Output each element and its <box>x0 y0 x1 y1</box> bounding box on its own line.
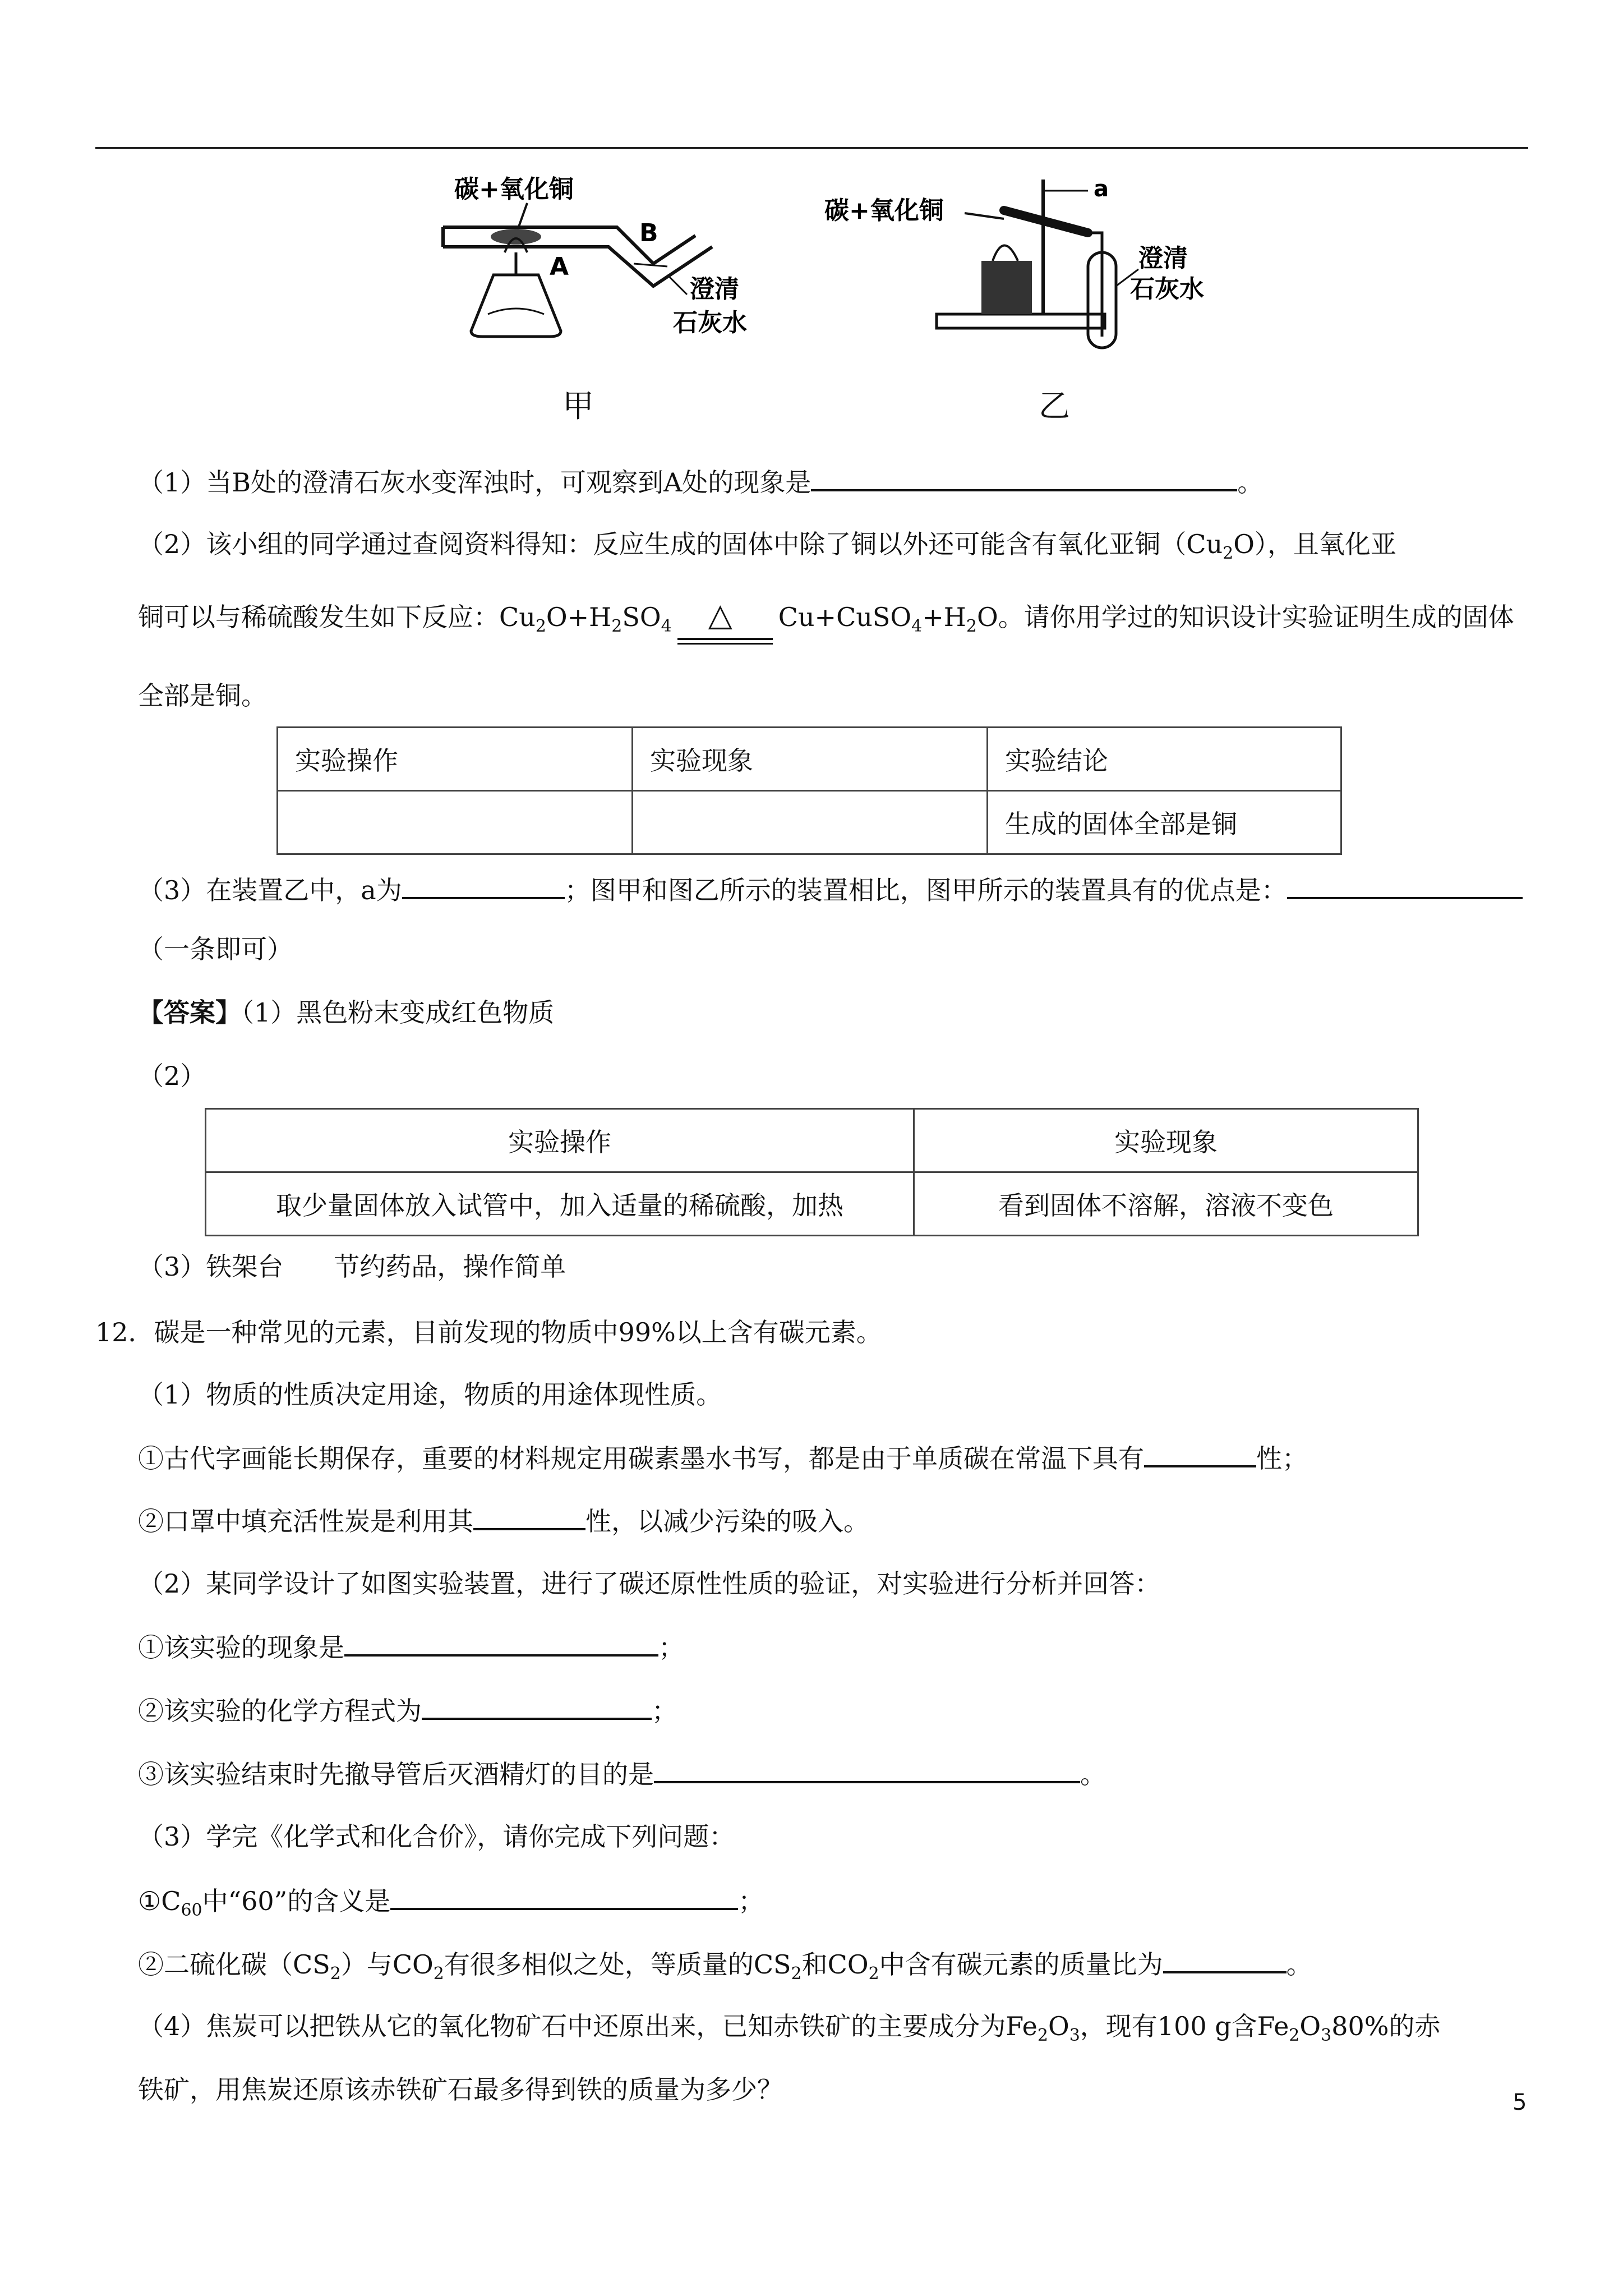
answer-blank[interactable] <box>422 1693 652 1720</box>
answer-part3: （3）铁架台 节约药品，操作简单 <box>138 1251 566 1282</box>
q12-part3-2: ②二硫化碳$(CS_2)$与$CO_2$有很多相似之处，等质量的$CS_2$和$CO_2$中含有碳元素的质量比为 。 <box>138 1947 1312 1991</box>
q12-part4-line1: （4）焦炭可以把铁从它的氧化物矿石中还原出来，已知赤铁矿的主要成分为$Fe_2O_3$，现有100 g含$Fe_2O_380\%$的赤 <box>138 2011 1441 2046</box>
apparatus-figure-yi <box>824 168 1228 370</box>
table-header-cell: 实验现象 <box>633 728 988 791</box>
answer-blank[interactable] <box>1163 1947 1287 1973</box>
q11-part3-note: （一条即可） <box>138 934 293 964</box>
q11-part2-line2: 铜可以与稀硫酸发生如下反应：$Cu_2O+H_2SO_4$ △ $Cu+CuSO_4+H_2O$。请你用学过的知识设计实验证明生成的固体 <box>138 600 1514 643</box>
label-limewater-2: 石灰水 <box>1130 275 1204 303</box>
answer-part1: 【答案】（1）黑色粉末变成红色物质 <box>138 997 555 1028</box>
answer-blank[interactable] <box>402 872 565 899</box>
label-B: B <box>639 219 658 247</box>
q12-part1-1: ①古代字画能长期保存，重要的材料规定用碳素墨水书写，都是由于单质碳在常温下具有 性； <box>138 1441 1308 1475</box>
q12-part2-1: ①该实验的现象是 ； <box>138 1630 684 1664</box>
q12-part4-line2: 铁矿，用焦炭还原该赤铁矿石最多得到铁的质量为多少？ <box>138 2074 783 2105</box>
table-header-cell: 实验操作 <box>278 728 633 791</box>
answer-blank[interactable] <box>811 464 1237 491</box>
label-clear-2: 澄清 <box>1138 244 1188 273</box>
label-a: a <box>1094 176 1109 202</box>
table-cell: 取少量固体放入试管中，加入适量的稀硫酸，加热 <box>206 1172 914 1236</box>
table-header-cell: 实验结论 <box>988 728 1341 791</box>
answer-part2: （2） <box>138 1061 206 1091</box>
table-row <box>206 1172 1418 1236</box>
table-cell-operation[interactable] <box>278 791 633 854</box>
q12-part2: （2）某同学设计了如图实验装置，进行了碳还原性性质的验证，对实验进行分析并回答： <box>138 1568 1161 1599</box>
q12-part3: （3）学完《化学式和化合价》，请你完成下列问题： <box>138 1821 735 1852</box>
label-A: A <box>550 252 569 281</box>
q12-part1-2: ②口罩中填充活性炭是利用其 性，以减少污染的吸入。 <box>138 1503 869 1538</box>
q12-part1: （1）物质的性质决定用途，物质的用途体现性质。 <box>138 1379 722 1410</box>
q12-part3-1: $①C_{60}$中“60”的含义是 ； <box>138 1883 764 1927</box>
answer-blank[interactable] <box>1144 1441 1256 1467</box>
table-header-cell: 实验操作 <box>206 1109 914 1172</box>
figure-caption-yi: 乙 <box>1039 388 1070 425</box>
q11-part2-line3: 全部是铜。 <box>138 680 267 711</box>
answer-blank[interactable] <box>390 1883 738 1910</box>
answer-blank[interactable] <box>654 1756 1080 1783</box>
q12-part2-3: ③该实验结束时先撤导管后灭酒精灯的目的是 。 <box>138 1756 1106 1791</box>
answer-blank[interactable] <box>1287 872 1523 899</box>
header-rule <box>95 147 1528 149</box>
table-cell: 看到固体不溶解，溶液不变色 <box>914 1172 1418 1236</box>
table-header-row <box>206 1109 1418 1172</box>
label-limewater: 石灰水 <box>673 309 747 337</box>
answer-blank[interactable] <box>473 1503 585 1530</box>
table-cell-phenomenon[interactable] <box>633 791 988 854</box>
answer-blank[interactable] <box>344 1630 658 1657</box>
q11-part1: （1）当B处的澄清石灰水变浑浊时，可观察到A处的现象是 。 <box>138 464 1263 499</box>
table-header-cell: 实验现象 <box>914 1109 1418 1172</box>
reaction-arrow: △ <box>672 610 778 643</box>
q12-intro: 12．碳是一种常见的元素，目前发现的物质中99%以上含有碳元素。 <box>95 1317 882 1347</box>
answer-label: 【答案】 <box>138 997 241 1028</box>
q11-part2-line1: （2）该小组的同学通过查阅资料得知：反应生成的固体中除了铜以外还可能含有氧化亚铜$(Cu_2O)$，且氧化亚 <box>138 529 1396 564</box>
q11-experiment-table <box>276 726 1342 855</box>
page-number: 5 <box>1513 2090 1527 2115</box>
q11-part3: （3）在装置乙中，a为 ；图甲和图乙所示的装置相比，图甲所示的装置具有的优点是： <box>138 872 1523 907</box>
apparatus-figure-jia <box>432 168 791 370</box>
table-row <box>278 791 1341 854</box>
figure-caption-jia: 甲 <box>562 388 594 425</box>
table-header-row <box>278 728 1341 791</box>
label-clear: 澄清 <box>690 275 739 303</box>
table-cell-conclusion: 生成的固体全部是铜 <box>988 791 1341 854</box>
label-carbon-copper-oxide: 碳+氧化铜 <box>454 175 574 204</box>
answer-table <box>205 1108 1419 1236</box>
label-carbon-copper-oxide-2: 碳+氧化铜 <box>824 196 944 225</box>
q12-part2-2: ②该实验的化学方程式为 ； <box>138 1693 677 1728</box>
